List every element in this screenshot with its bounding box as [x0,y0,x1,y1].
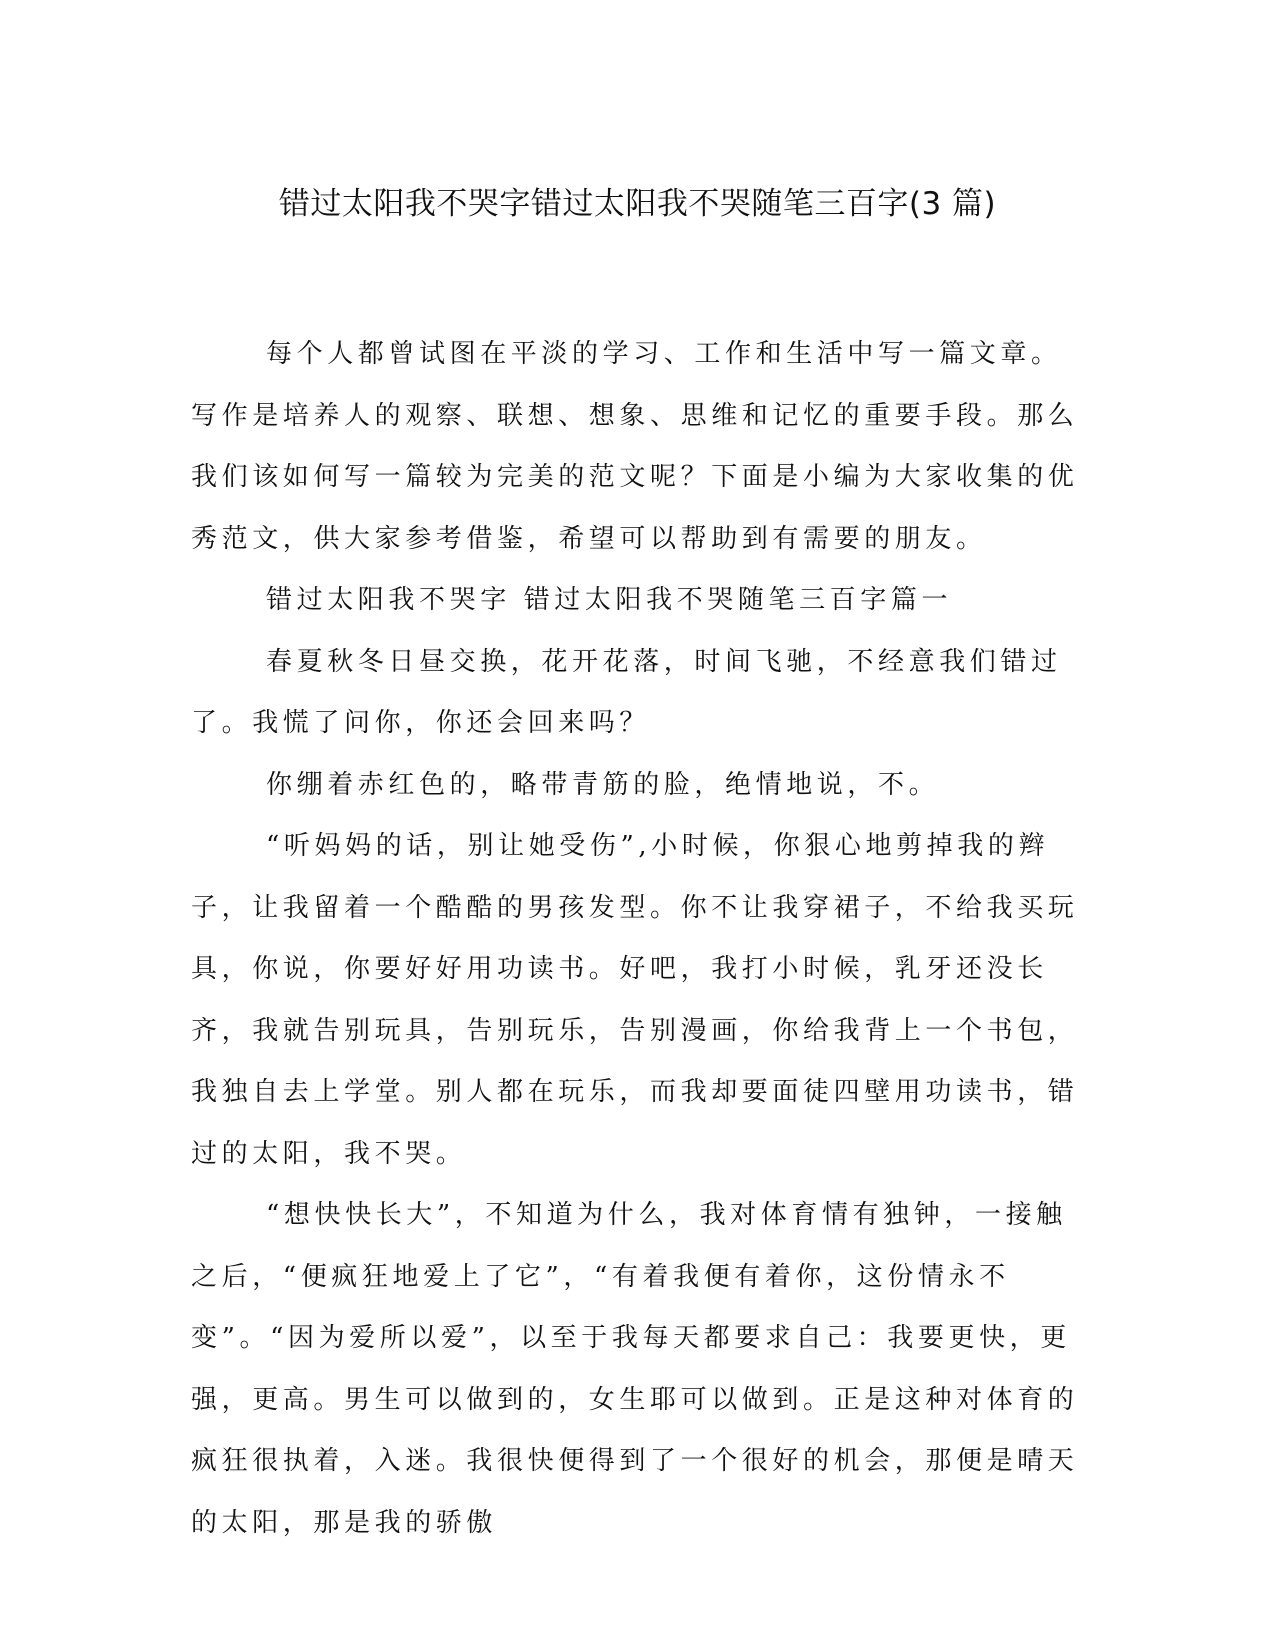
paragraph: 你绷着赤红色的，略带青筋的脸，绝情地说，不。 [266,769,940,800]
paragraph-section-heading: 错过太阳我不哭字 错过太阳我不哭随笔三百字篇一 [266,585,953,615]
paragraph: “听妈妈的话，别让她受伤”,小时候，你狠心地剪掉我的辫子，让我留着一个酷酷的男孩发型。你不让我穿裙子，不给我买玩具，你说，你要好好用功读书。好吧，我打小时候，乳牙还没长齐，我就告别玩具，告别玩乐，告别漫画，你给我背上一个书包，我独自去上学堂。别人都在玩乐，而我却要面徒四壁用功读书，错过的太阳，我不哭。 [191,831,1079,1169]
paragraph-intro: 每个人都曾试图在平淡的学习、工作和生活中写一篇文章。写作是培养人的观察、联想、想象、思维和记忆的重要手段。那么我们该如何写一篇较为完美的范文呢？下面是小编为大家收集的优秀范文，供大家参考借鉴，希望可以帮助到有需要的朋友。 [191,339,1079,554]
paragraph: “想快快长大”，不知道为什么，我对体育情有独钟，一接触之后，“便疯狂地爱上了它”，“有着我便有着你，这份情永不变”。“因为爱所以爱”，以至于我每天都要求自己：我要更快，更强，更高。男生可以做到的，女生耶可以做到。正是这种对体育的疯狂很执着，入迷。我很快便得到了一个很好的机会，那便是晴天的太阳，那是我的骄傲 [191,1200,1079,1538]
document-title: 错过太阳我不哭字错过太阳我不哭随笔三百字(3 篇) [278,186,997,222]
paragraph: 春夏秋冬日昼交换，花开花落，时间飞驰，不经意我们错过了。我慌了问你，你还会回来吗？ [191,646,1062,738]
document-body [191,324,1081,1554]
